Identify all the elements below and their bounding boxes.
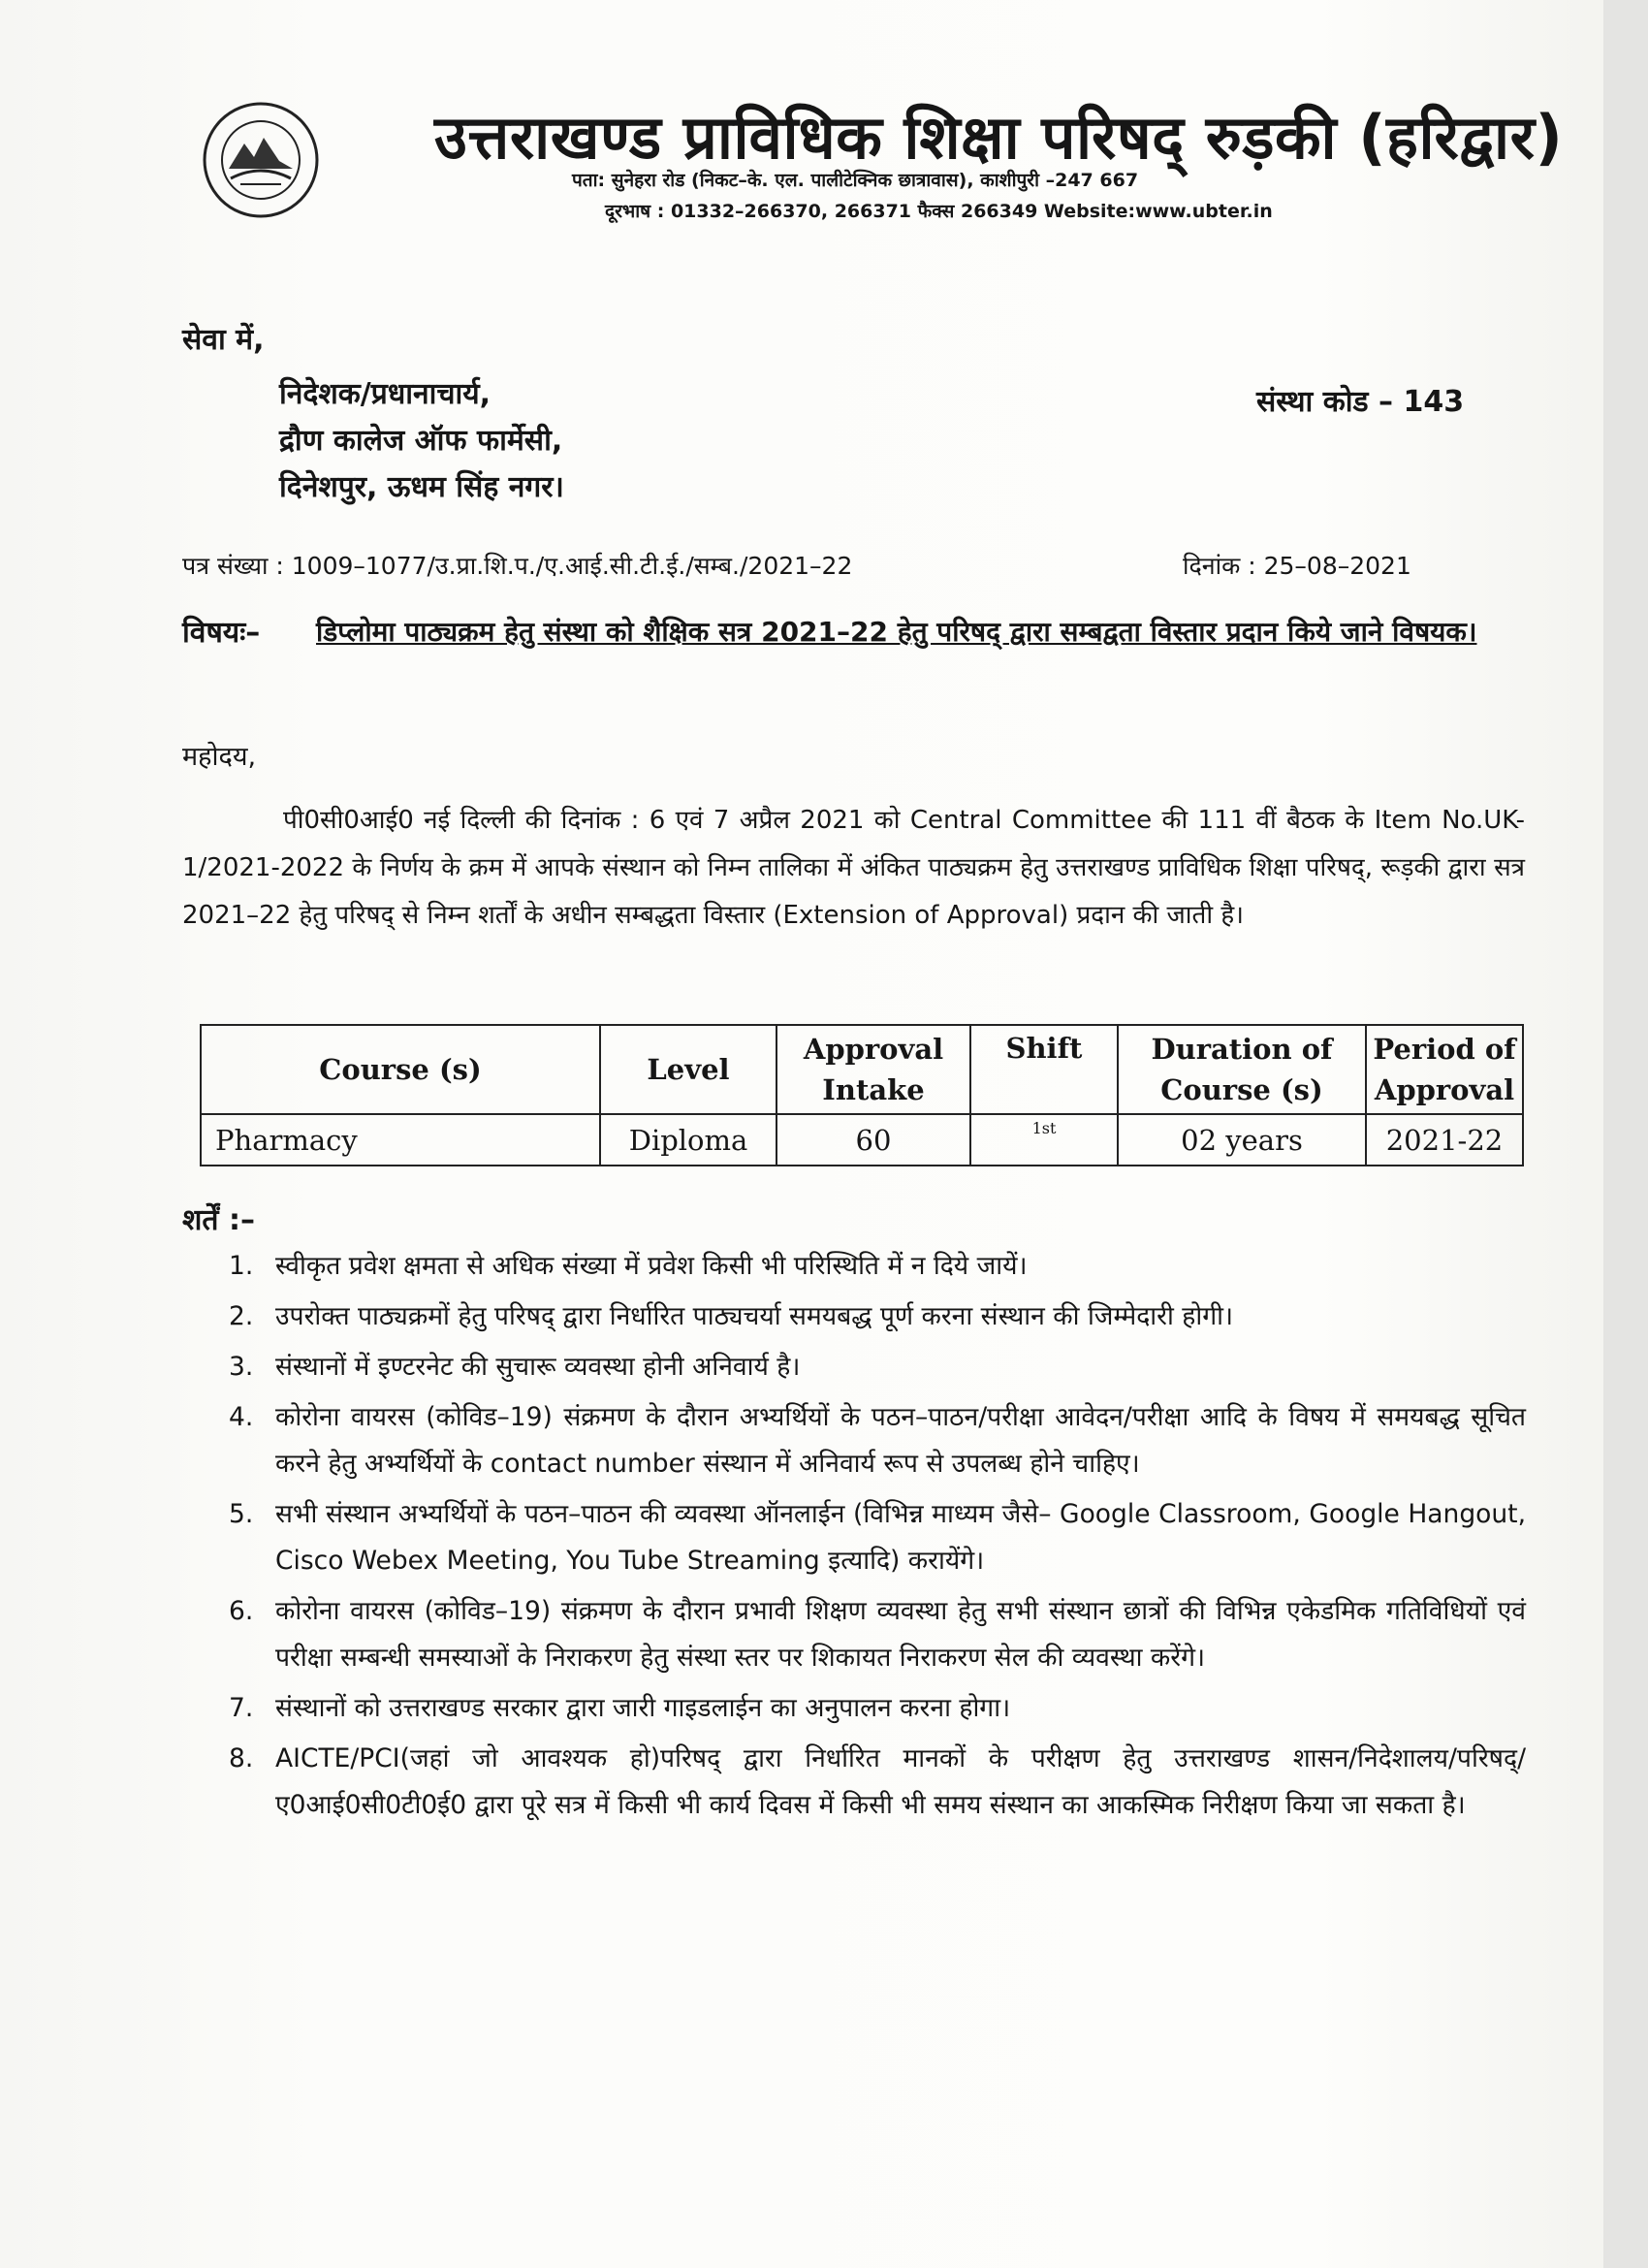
item-text: उपरोक्त पाठ्यक्रमों हेतु परिषद् द्वारा निर्धारित पाठ्यचर्या समयबद्ध पूर्ण करना संस्थान की जिम्मेदारी होगी। bbox=[275, 1301, 1234, 1331]
item-text: कोरोना वायरस (कोविड–19) संक्रमण के दौरान अभ्यर्थियों के पठन–पाठन/परीक्षा आवेदन/परीक्षा आदि के विषय में समयबद्ध सूचित करने हेतु अभ्यर्थियों के contact number संस्थान में अनिवार्य रूप से उपलब्ध होने चाहिए। bbox=[275, 1402, 1526, 1479]
list-item bbox=[221, 1736, 1526, 1829]
council-title: उत्तराखण्ड प्राविधिक शिक्षा परिषद् रुड़की (हरिद्वार) bbox=[434, 102, 1564, 173]
recipient-line: निदेशक/प्रधानाचार्य, bbox=[279, 377, 491, 411]
letter-date: दिनांक : 25–08–2021 bbox=[1183, 552, 1411, 580]
conditions-label: शर्तें :– bbox=[182, 1203, 255, 1237]
item-text: संस्थानों में इण्टरनेट की सुचारू व्यवस्था होनी अनिवार्य है। bbox=[275, 1352, 801, 1382]
body-paragraph: पी0सी0आई0 नई दिल्ली की दिनांक : 6 एवं 7 अप्रैल 2021 को Central Committee की 111 वीं बैठक के Item No.UK-1/2021-2022 के निर्णय के क्रम में आपके संस्थान को निम्न तालिका में अंकित पाठ्यक्रम हेतु उत्तराखण्ड प्राविधिक शिक्षा परिषद्, रूड़की द्वारा सत्र 2021–22 हेतु परिषद् से निम्न शर्तों के अधीन सम्बद्धता विस्तार (Extension of Approval) प्रदान की जाती है। bbox=[182, 806, 1525, 930]
list-item bbox=[221, 1243, 1526, 1290]
subject-text: डिप्लोमा पाठ्यक्रम हेतु संस्था को शैक्षिक सत्र 2021–22 हेतु परिषद् द्वारा सम्बद्वता विस्तार प्रदान किये जाने विषयक। bbox=[316, 616, 1477, 648]
page-edge bbox=[1603, 0, 1648, 2268]
header-level: Level bbox=[600, 1025, 776, 1114]
header-duration: Duration of Course (s) bbox=[1118, 1025, 1366, 1114]
cell-shift: 1st bbox=[970, 1114, 1118, 1166]
header-period: Period of Approval bbox=[1366, 1025, 1523, 1114]
table-row bbox=[201, 1114, 1523, 1166]
list-item bbox=[221, 1344, 1526, 1390]
list-item bbox=[221, 1294, 1526, 1340]
table-header-row bbox=[201, 1025, 1523, 1114]
item-number: 8. bbox=[229, 1743, 254, 1773]
header-course: Course (s) bbox=[201, 1025, 600, 1114]
item-number: 5. bbox=[229, 1499, 254, 1529]
item-number: 7. bbox=[229, 1693, 254, 1723]
cell-approval-intake: 60 bbox=[776, 1114, 970, 1166]
list-item bbox=[221, 1685, 1526, 1732]
item-number: 2. bbox=[229, 1301, 254, 1331]
header-approval-intake: Approval Intake bbox=[776, 1025, 970, 1114]
cell-duration: 02 years bbox=[1118, 1114, 1366, 1166]
header-shift: Shift bbox=[970, 1025, 1118, 1114]
greeting: महोदय, bbox=[182, 742, 257, 772]
item-text: संस्थानों को उत्तराखण्ड सरकार द्वारा जारी गाइडलाईन का अनुपालन करना होगा। bbox=[275, 1693, 1011, 1723]
recipient-line: द्रौण कालेज ऑफ फार्मेसी, bbox=[279, 424, 563, 458]
list-item bbox=[221, 1491, 1526, 1584]
item-number: 4. bbox=[229, 1402, 254, 1432]
list-item bbox=[221, 1394, 1526, 1487]
reference-number: पत्र संख्या : 1009–1077/उ.प्रा.शि.प./ए.आई.सी.टी.ई./सम्ब./2021–22 bbox=[182, 552, 853, 580]
item-text: सभी संस्थान अभ्यर्थियों के पठन–पाठन की व्यवस्था ऑनलाईन (विभिन्न माध्यम जैसे– Google Classroom, Google Hangout, Cisco Webex Meeting, You Tube Streaming इत्यादि) करायेंगे। bbox=[275, 1499, 1526, 1576]
council-phone: दूरभाष : 01332–266370, 266371 फैक्स 266349 Website:www.ubter.in bbox=[605, 201, 1273, 222]
item-text: AICTE/PCI(जहां जो आवश्यक हो)परिषद् द्वारा निर्धारित मानकों के परीक्षण हेतु उत्तराखण्ड शासन/निदेशालय/परिषद्/ए0आई0सी0टी0ई0 द्वारा पूरे सत्र में किसी भी कार्य दिवस में किसी भी समय संस्थान का आकस्मिक निरीक्षण किया जा सकता है। bbox=[275, 1743, 1526, 1820]
council-seal-icon bbox=[202, 101, 320, 219]
cell-course: Pharmacy bbox=[201, 1114, 600, 1166]
cell-period: 2021-22 bbox=[1366, 1114, 1523, 1166]
item-number: 1. bbox=[229, 1251, 254, 1281]
council-address: पता: सुनेहरा रोड (निकट–के. एल. पालीटेक्निक छात्रावास), काशीपुरी –247 667 bbox=[572, 170, 1139, 191]
cell-level: Diploma bbox=[600, 1114, 776, 1166]
institution-code: संस्था कोड – 143 bbox=[1256, 385, 1465, 419]
item-text: कोरोना वायरस (कोविड–19) संक्रमण के दौरान प्रभावी शिक्षण व्यवस्था हेतु सभी संस्थान छात्रों की विभिन्न एकेडमिक गतिविधियों एवं परीक्षा सम्बन्धी समस्याओं के निराकरण हेतु संस्था स्तर पर शिकायत निराकरण सेल की व्यवस्था करेंगे। bbox=[275, 1596, 1526, 1673]
item-number: 6. bbox=[229, 1596, 254, 1626]
course-table bbox=[200, 1024, 1524, 1166]
item-number: 3. bbox=[229, 1352, 254, 1382]
recipient-line: दिनेशपुर, ऊधम सिंह नगर। bbox=[279, 470, 564, 504]
salutation: सेवा में, bbox=[182, 323, 265, 357]
subject-label: विषयः– bbox=[182, 616, 261, 650]
conditions-list bbox=[221, 1243, 1526, 1833]
list-item bbox=[221, 1588, 1526, 1681]
item-text: स्वीकृत प्रवेश क्षमता से अधिक संख्या में प्रवेश किसी भी परिस्थिति में न दिये जायें। bbox=[275, 1251, 1028, 1281]
